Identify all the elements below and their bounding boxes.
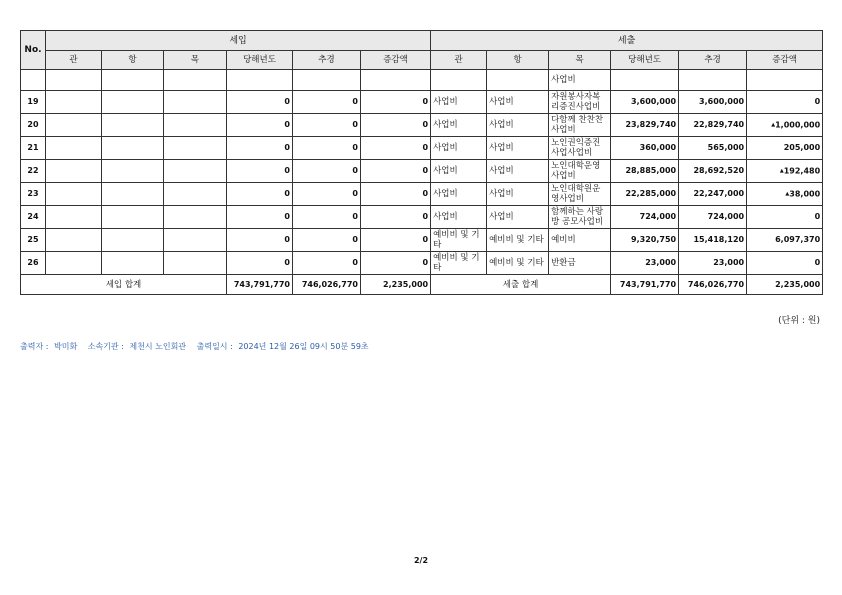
expense-mok-cell: 함께하는 사랑방 공모사업비: [549, 206, 611, 229]
expense-gwan-cell: 예비비 및 기타: [431, 229, 487, 252]
income-hang-cell: [102, 183, 164, 206]
income-supplementary-cell: 0: [293, 160, 361, 183]
income-supplementary-cell: 0: [293, 183, 361, 206]
income-total-label: 세입 합계: [21, 275, 227, 295]
expense-mok-cell: 반환금: [549, 252, 611, 275]
expense-supplementary-cell: 724,000: [679, 206, 747, 229]
expense-diff-cell: ▲ 1,000,000: [747, 114, 823, 137]
row-number: 26: [21, 252, 46, 275]
income-gwan-cell: [46, 252, 102, 275]
income-current-cell: 0: [227, 91, 293, 114]
expense-supplementary-cell: 28,692,520: [679, 160, 747, 183]
expense-col-header: 추경: [679, 51, 747, 70]
table-row: [21, 206, 823, 229]
print-info: [20, 341, 372, 352]
row-number: 20: [21, 114, 46, 137]
empty-cell: [21, 70, 46, 91]
income-hang-cell: [102, 91, 164, 114]
income-supplementary-cell: 0: [293, 229, 361, 252]
org-name: 제천시 노인회관: [129, 342, 187, 351]
table-row: [21, 183, 823, 206]
income-supplementary-cell: 0: [293, 206, 361, 229]
income-diff-cell: 0: [361, 91, 431, 114]
no-header: No.: [21, 31, 46, 70]
row-number: 21: [21, 137, 46, 160]
expense-gwan-cell: 사업비: [431, 137, 487, 160]
unit-note: (단위 : 원): [778, 316, 820, 326]
expense-mok-cell: 다함께 찬찬찬사업비: [549, 114, 611, 137]
income-diff-cell: 0: [361, 252, 431, 275]
income-mok-cell: [164, 160, 227, 183]
income-col-header: 추경: [293, 51, 361, 70]
expense-gwan-cell: 사업비: [431, 160, 487, 183]
income-col-header: 증감액: [361, 51, 431, 70]
income-mok-cell: [164, 91, 227, 114]
income-gwan-cell: [46, 91, 102, 114]
expense-gwan-cell: 예비비 및 기타: [431, 252, 487, 275]
income-mok-cell: [164, 229, 227, 252]
expense-total-current: 743,791,770: [611, 275, 679, 295]
income-col-header: 목: [164, 51, 227, 70]
table-row: [21, 229, 823, 252]
expense-total-label: 세출 합계: [431, 275, 611, 295]
row-number: 24: [21, 206, 46, 229]
expense-hang-cell: 예비비 및 기타: [487, 229, 549, 252]
income-current-cell: 0: [227, 137, 293, 160]
empty-cell: [431, 70, 487, 91]
expense-hang-cell: 예비비 및 기타: [487, 252, 549, 275]
income-supplementary-cell: 0: [293, 252, 361, 275]
income-hang-cell: [102, 206, 164, 229]
empty-cell: [46, 70, 102, 91]
expense-current-cell: 23,000: [611, 252, 679, 275]
income-hang-cell: [102, 252, 164, 275]
expense-col-header: 항: [487, 51, 549, 70]
income-col-header: 관: [46, 51, 102, 70]
printer-name: 박미화: [53, 342, 78, 351]
row-number: 25: [21, 229, 46, 252]
table-row: [21, 137, 823, 160]
income-gwan-cell: [46, 114, 102, 137]
income-supplementary-cell: 0: [293, 114, 361, 137]
expense-total-supplementary: 746,026,770: [679, 275, 747, 295]
income-mok-cell: [164, 206, 227, 229]
empty-cell: [611, 70, 679, 91]
expense-current-cell: 9,320,750: [611, 229, 679, 252]
expense-supplementary-cell: 565,000: [679, 137, 747, 160]
income-current-cell: 0: [227, 114, 293, 137]
income-col-header: 항: [102, 51, 164, 70]
income-gwan-cell: [46, 229, 102, 252]
income-diff-cell: 0: [361, 229, 431, 252]
income-diff-cell: 0: [361, 183, 431, 206]
expense-diff-cell: 205,000: [747, 137, 823, 160]
expense-mok-cell: 노인대학원운영사업비: [549, 183, 611, 206]
expense-total-diff: 2,235,000: [747, 275, 823, 295]
expense-current-cell: 360,000: [611, 137, 679, 160]
income-hang-cell: [102, 114, 164, 137]
income-diff-cell: 0: [361, 137, 431, 160]
income-mok-cell: [164, 252, 227, 275]
expense-diff-cell: ▲ 38,000: [747, 183, 823, 206]
expense-diff-cell: 0: [747, 252, 823, 275]
org-label: 소속기관 :: [87, 342, 124, 351]
expense-hang-cell: 사업비: [487, 114, 549, 137]
empty-cell: [747, 70, 823, 91]
expense-col-header: 목: [549, 51, 611, 70]
row-number: 23: [21, 183, 46, 206]
printer-label: 출력자 :: [20, 342, 49, 351]
totals-row: [21, 275, 823, 295]
table-row: [21, 114, 823, 137]
income-current-cell: 0: [227, 252, 293, 275]
income-gwan-cell: [46, 183, 102, 206]
expense-hang-cell: 사업비: [487, 91, 549, 114]
expense-supplementary-cell: 22,829,740: [679, 114, 747, 137]
expense-mok-cell: 예비비: [549, 229, 611, 252]
income-diff-cell: 0: [361, 206, 431, 229]
expense-diff-cell: ▲ 192,480: [747, 160, 823, 183]
expense-hang-cell: 사업비: [487, 160, 549, 183]
expense-gwan-cell: 사업비: [431, 183, 487, 206]
expense-current-cell: 3,600,000: [611, 91, 679, 114]
empty-cell: [487, 70, 549, 91]
empty-cell: [361, 70, 431, 91]
expense-hang-cell: 사업비: [487, 183, 549, 206]
empty-cell: [102, 70, 164, 91]
income-hang-cell: [102, 137, 164, 160]
row-number: 19: [21, 91, 46, 114]
expense-diff-cell: 6,097,370: [747, 229, 823, 252]
expense-mok-cell: 사업비: [549, 70, 611, 91]
expense-current-cell: 23,829,740: [611, 114, 679, 137]
table-row: [21, 70, 823, 91]
expense-hang-cell: 사업비: [487, 137, 549, 160]
expense-col-header: 증감액: [747, 51, 823, 70]
empty-cell: [293, 70, 361, 91]
expense-supplementary-cell: 22,247,000: [679, 183, 747, 206]
expense-supplementary-cell: 23,000: [679, 252, 747, 275]
expense-current-cell: 724,000: [611, 206, 679, 229]
page-number: 2/2: [413, 556, 429, 565]
income-mok-cell: [164, 114, 227, 137]
empty-cell: [679, 70, 747, 91]
expense-header: 세출: [431, 31, 823, 51]
income-diff-cell: 0: [361, 160, 431, 183]
income-supplementary-cell: 0: [293, 137, 361, 160]
income-gwan-cell: [46, 137, 102, 160]
income-hang-cell: [102, 160, 164, 183]
budget-table: [20, 30, 823, 295]
income-col-header: 당해년도: [227, 51, 293, 70]
expense-col-header: 관: [431, 51, 487, 70]
table-row: [21, 160, 823, 183]
income-total-diff: 2,235,000: [361, 275, 431, 295]
income-supplementary-cell: 0: [293, 91, 361, 114]
row-number: 22: [21, 160, 46, 183]
income-hang-cell: [102, 229, 164, 252]
table-row: [21, 252, 823, 275]
income-current-cell: 0: [227, 183, 293, 206]
expense-current-cell: 22,285,000: [611, 183, 679, 206]
table-row: [21, 91, 823, 114]
date-value: 2024년 12월 26일 09시 50분 59초: [238, 342, 369, 351]
expense-gwan-cell: 사업비: [431, 114, 487, 137]
income-gwan-cell: [46, 160, 102, 183]
income-diff-cell: 0: [361, 114, 431, 137]
expense-col-header: 당해년도: [611, 51, 679, 70]
expense-current-cell: 28,885,000: [611, 160, 679, 183]
expense-diff-cell: 0: [747, 91, 823, 114]
income-mok-cell: [164, 137, 227, 160]
income-current-cell: 0: [227, 160, 293, 183]
expense-hang-cell: 사업비: [487, 206, 549, 229]
income-current-cell: 0: [227, 229, 293, 252]
income-mok-cell: [164, 183, 227, 206]
expense-supplementary-cell: 15,418,120: [679, 229, 747, 252]
empty-cell: [227, 70, 293, 91]
date-label: 출력일시 :: [196, 342, 233, 351]
empty-cell: [164, 70, 227, 91]
expense-mok-cell: 노인대학운영사업비: [549, 160, 611, 183]
expense-gwan-cell: 사업비: [431, 206, 487, 229]
income-gwan-cell: [46, 206, 102, 229]
expense-diff-cell: 0: [747, 206, 823, 229]
income-header: 세입: [46, 31, 431, 51]
expense-mok-cell: 노인권익증진사업사업비: [549, 137, 611, 160]
income-current-cell: 0: [227, 206, 293, 229]
expense-mok-cell: 자원봉사자복리증진사업비: [549, 91, 611, 114]
income-total-current: 743,791,770: [227, 275, 293, 295]
expense-gwan-cell: 사업비: [431, 91, 487, 114]
income-total-supplementary: 746,026,770: [293, 275, 361, 295]
expense-supplementary-cell: 3,600,000: [679, 91, 747, 114]
